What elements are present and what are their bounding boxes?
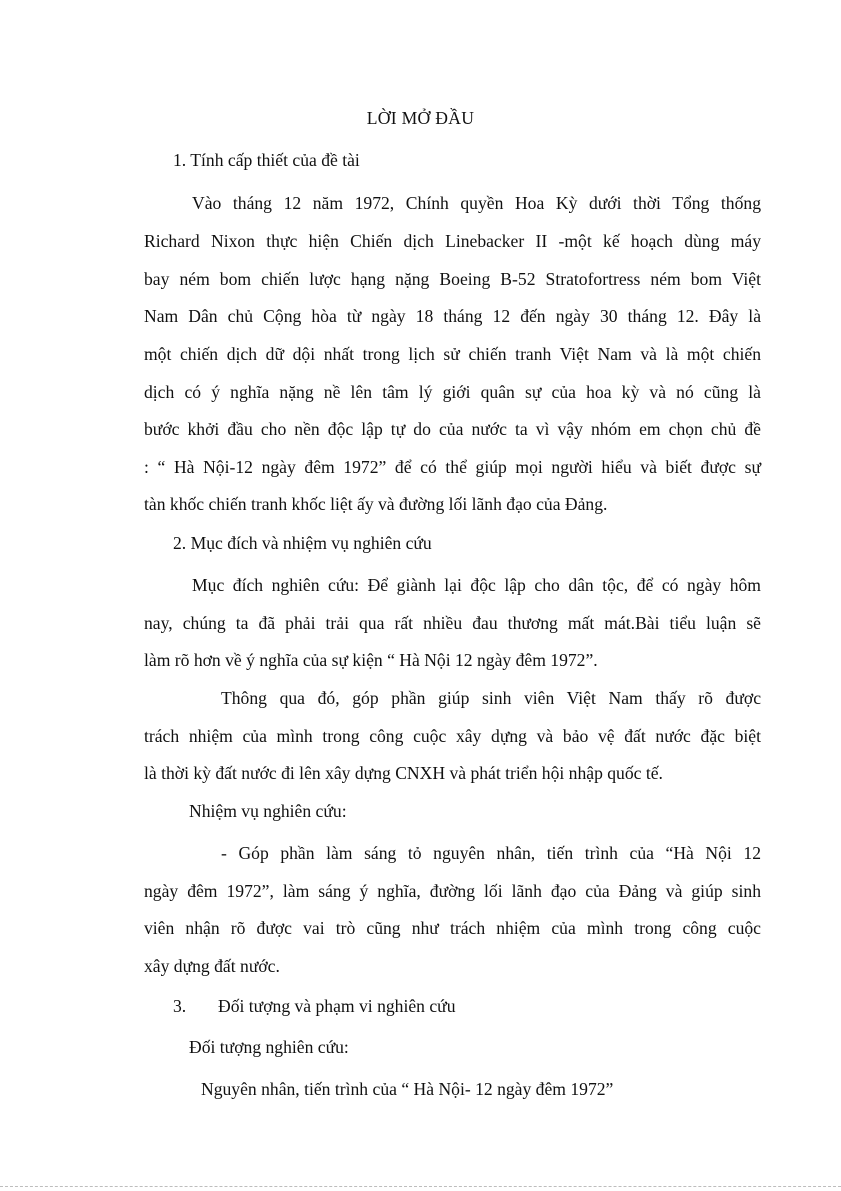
paragraph-line: một chiến dịch dữ dội nhất trong lịch sử chiến tranh Việt Nam và là một chiến [144,344,761,364]
paragraph-line: dịch có ý nghĩa nặng nề lên tâm lý giới quân sự của hoa kỳ và nó cũng là [144,382,761,402]
paragraph-line: Vào tháng 12 năm 1972, Chính quyền Hoa Kỳ dưới thời Tổng thống [192,193,761,213]
paragraph-line: Richard Nixon thực hiện Chiến dịch Linebacker II -một kế hoạch dùng máy [144,231,761,251]
subject-heading: Đối tượng nghiên cứu: [189,1037,349,1057]
paragraph-line: trách nhiệm của mình trong công cuộc xây dựng và bảo vệ đất nước đặc biệt [144,726,761,746]
paragraph-line: nay, chúng ta đã phải trải qua rất nhiều đau thương mất mát.Bài tiểu luận sẽ [144,613,761,633]
paragraph-line: : “ Hà Nội-12 ngày đêm 1972” để có thể giúp mọi người hiểu và biết được sự [144,457,761,477]
paragraph-line: Mục đích nghiên cứu: Để giành lại độc lập cho dân tộc, để có ngày hôm [192,575,761,595]
document-title: LỜI MỞ ĐẦU [366,108,475,128]
paragraph-line: - Góp phần làm sáng tỏ nguyên nhân, tiến trình của “Hà Nội 12 [221,843,761,863]
paragraph-line: ngày đêm 1972”, làm sáng ý nghĩa, đường lối lãnh đạo của Đảng và giúp sinh [144,881,761,901]
subject-line: Nguyên nhân, tiến trình của “ Hà Nội- 12 ngày đêm 1972” [201,1079,614,1099]
task-heading: Nhiệm vụ nghiên cứu: [189,801,347,821]
paragraph-line: Nam Dân chủ Cộng hòa từ ngày 18 tháng 12 đến ngày 30 tháng 12. Đây là [144,306,761,326]
paragraph-line: làm rõ hơn về ý nghĩa của sự kiện “ Hà Nội 12 ngày đêm 1972”. [144,650,598,670]
section-2-heading: 2. Mục đích và nhiệm vụ nghiên cứu [173,533,432,553]
section-3-heading: Đối tượng và phạm vi nghiên cứu [218,996,456,1016]
section-1-heading: 1. Tính cấp thiết của đề tài [173,150,360,170]
page-bottom-rule [0,1186,841,1187]
paragraph-line: là thời kỳ đất nước đi lên xây dựng CNXH và phát triển hội nhập quốc tế. [144,763,663,783]
paragraph-line: bước khởi đầu cho nền độc lập tự do của nước ta vì vậy nhóm em chọn chủ đề [144,419,761,439]
paragraph-line: viên nhận rõ được vai trò cũng như trách nhiệm của mình trong công cuộc [144,918,761,938]
paragraph-line: Thông qua đó, góp phần giúp sinh viên Việt Nam thấy rõ được [221,688,761,708]
paragraph-line: tàn khốc chiến tranh khốc liệt ấy và đường lối lãnh đạo của Đảng. [144,494,608,514]
paragraph-line: bay ném bom chiến lược hạng nặng Boeing B-52 Stratofortress ném bom Việt [144,269,761,289]
section-3-number: 3. [173,996,187,1016]
paragraph-line: xây dựng đất nước. [144,956,280,976]
